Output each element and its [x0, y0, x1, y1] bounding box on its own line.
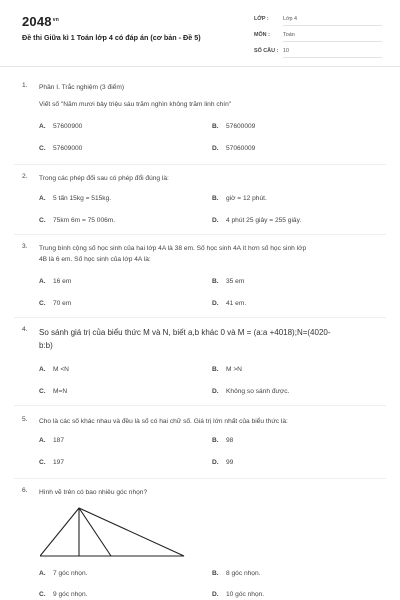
- question-divider: [14, 405, 386, 406]
- question-text: Viết số "Năm mươi bảy triệu sáu trăm nghìn không trăm linh chín": [39, 101, 232, 108]
- option-letter: A.: [39, 570, 46, 577]
- option-text: 8 góc nhọn.: [226, 570, 261, 577]
- option-d[interactable]: [212, 300, 246, 307]
- question-text-line-2: 4B là 6 em. Số học sinh của lớp 4A là:: [39, 256, 151, 263]
- option-text: giờ = 12 phút.: [226, 195, 267, 202]
- option-c[interactable]: [39, 591, 87, 598]
- question-4: [22, 326, 382, 402]
- question-divider: [14, 478, 386, 479]
- option-letter: D.: [212, 145, 219, 152]
- site-logo[interactable]: [22, 14, 59, 29]
- option-letter: C.: [39, 388, 46, 395]
- meta-label: MÔN :: [254, 32, 270, 38]
- question-text-line-1: So sánh giá trị của biểu thức M và N, biết a,b khác 0 và M = (a:a +4018);N=(4020-: [39, 328, 331, 337]
- option-letter: A.: [39, 437, 46, 444]
- meta-value: Toán: [283, 32, 295, 38]
- question-text: Trong các phép đổi sau có phép đổi đúng là:: [39, 175, 169, 182]
- option-text: 187: [53, 437, 65, 444]
- option-letter: B.: [212, 437, 219, 444]
- option-letter: D.: [212, 300, 219, 307]
- option-a[interactable]: [39, 366, 69, 373]
- option-b[interactable]: [212, 278, 244, 285]
- option-letter: B.: [212, 278, 219, 285]
- question-text: Cho là các số khác nhau và đều là số có hai chữ số. Giá trị lớn nhất của biểu thức là:: [39, 418, 288, 425]
- meta-row-subject: [254, 30, 382, 46]
- option-d[interactable]: [212, 459, 233, 466]
- option-b[interactable]: [212, 123, 255, 130]
- question-number: 3.: [22, 243, 28, 250]
- option-text: 57600009: [226, 123, 256, 130]
- question-2: [22, 173, 382, 233]
- option-text: Không so sánh được.: [226, 388, 290, 395]
- option-letter: C.: [39, 459, 46, 466]
- option-letter: D.: [212, 217, 219, 224]
- option-text: 9 góc nhọn.: [53, 591, 88, 598]
- option-text: 7 góc nhọn.: [53, 570, 88, 577]
- triangle-figure: [40, 506, 186, 558]
- option-d[interactable]: [212, 145, 255, 152]
- option-letter: B.: [212, 123, 219, 130]
- question-text-line-1: Trung bình cộng số học sinh của hai lớp 4A là 38 em. Số học sinh 4A ít hơn số học sinh lớp: [39, 245, 307, 252]
- option-letter: A.: [39, 278, 46, 285]
- question-number: 4.: [22, 326, 28, 333]
- option-letter: B.: [212, 195, 219, 202]
- option-b[interactable]: [212, 570, 260, 577]
- question-text-line-2: b:b): [39, 341, 53, 350]
- exam-header: [0, 0, 400, 67]
- option-text: 57609000: [53, 145, 83, 152]
- option-d[interactable]: [212, 591, 264, 598]
- option-d[interactable]: [212, 388, 289, 395]
- option-letter: C.: [39, 591, 46, 598]
- option-letter: C.: [39, 217, 46, 224]
- meta-row-count: [254, 46, 382, 62]
- option-a[interactable]: [39, 437, 64, 444]
- option-text: 41 em.: [226, 300, 247, 307]
- meta-value: Lớp 4: [283, 16, 298, 22]
- option-text: 4 phút 25 giây = 255 giây.: [226, 217, 302, 224]
- meta-value: 10: [283, 48, 289, 54]
- option-c[interactable]: [39, 459, 64, 466]
- question-divider: [14, 234, 386, 235]
- option-letter: D.: [212, 388, 219, 395]
- meta-row-class: [254, 14, 382, 30]
- option-c[interactable]: [39, 145, 82, 152]
- option-letter: A.: [39, 123, 46, 130]
- question-number: 6.: [22, 487, 28, 494]
- option-a[interactable]: [39, 278, 71, 285]
- option-b[interactable]: [212, 366, 242, 373]
- option-c[interactable]: [39, 217, 115, 224]
- exam-title: Đề thi Giữa kì 1 Toán lớp 4 có đáp án (cơ bản - Đề 5): [22, 33, 201, 42]
- outer-triangle: [40, 508, 184, 556]
- option-letter: B.: [212, 366, 219, 373]
- option-letter: D.: [212, 459, 219, 466]
- question-text: Hình vẽ trên có bao nhiêu góc nhọn?: [39, 489, 148, 496]
- option-text: M=N: [53, 388, 68, 395]
- option-a[interactable]: [39, 570, 87, 577]
- option-letter: A.: [39, 366, 46, 373]
- option-letter: B.: [212, 570, 219, 577]
- option-b[interactable]: [212, 437, 233, 444]
- option-text: 57060009: [226, 145, 256, 152]
- option-text: 99: [226, 459, 234, 466]
- option-c[interactable]: [39, 300, 71, 307]
- option-text: 98: [226, 437, 234, 444]
- option-text: 197: [53, 459, 65, 466]
- option-text: M >N: [226, 366, 242, 373]
- option-a[interactable]: [39, 195, 111, 202]
- option-letter: C.: [39, 300, 46, 307]
- option-letter: D.: [212, 591, 219, 598]
- meta-label: SỐ CÂU :: [254, 48, 279, 54]
- option-text: M <N: [53, 366, 69, 373]
- meta-label: LỚP :: [254, 16, 269, 22]
- option-text: 75km 6m = 75 006m.: [53, 217, 116, 224]
- option-d[interactable]: [212, 217, 301, 224]
- option-text: 10 góc nhọn.: [226, 591, 265, 598]
- option-text: 35 em: [226, 278, 245, 285]
- option-text: 16 em: [53, 278, 72, 285]
- option-c[interactable]: [39, 388, 67, 395]
- option-text: 70 em: [53, 300, 72, 307]
- question-3: [22, 243, 382, 311]
- option-letter: A.: [39, 195, 46, 202]
- question-number: 2.: [22, 173, 28, 180]
- option-letter: C.: [39, 145, 46, 152]
- question-number: 5.: [22, 416, 28, 423]
- option-text: 57600900: [53, 123, 83, 130]
- question-5: [22, 416, 382, 474]
- option-b[interactable]: [212, 195, 267, 202]
- section-heading: Phần I. Trắc nghiệm (3 điểm): [39, 84, 125, 91]
- option-a[interactable]: [39, 123, 82, 130]
- question-divider: [14, 317, 386, 318]
- question-1: [22, 82, 382, 162]
- option-text: 5 tấn 15kg = 515kg.: [53, 195, 112, 202]
- exam-meta: [254, 14, 382, 62]
- question-number: 1.: [22, 82, 28, 89]
- question-divider: [14, 164, 386, 165]
- logo-text: 2048: [22, 14, 52, 29]
- logo-suffix: vn: [52, 16, 59, 23]
